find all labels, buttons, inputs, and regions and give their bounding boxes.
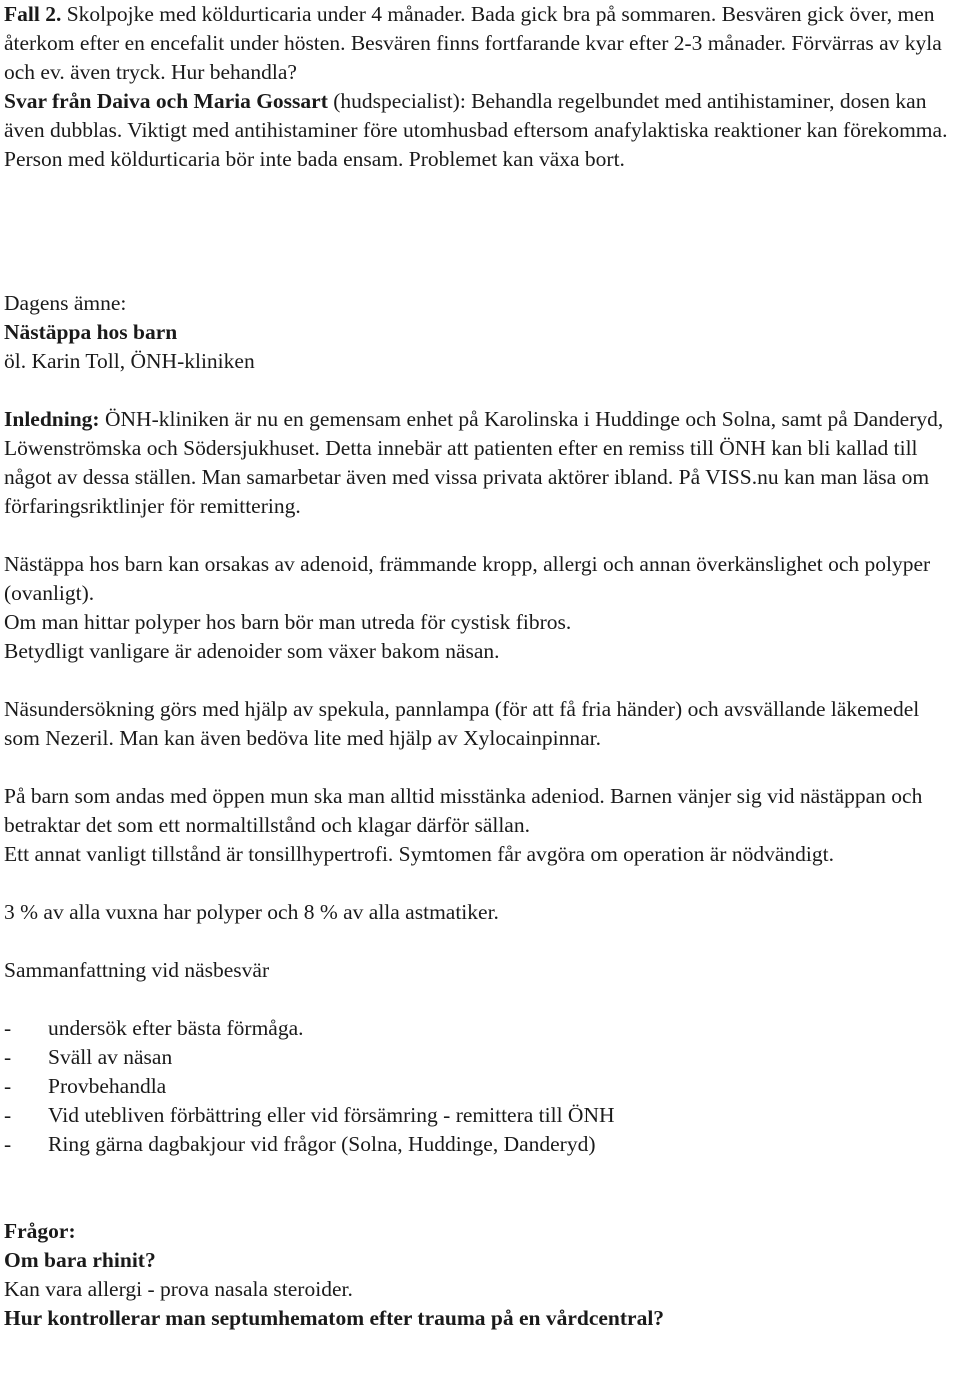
- case2-answer: [4, 87, 958, 174]
- answer-label: Svar från Daiva och Maria Gossart: [4, 89, 328, 113]
- list-dash: -: [4, 1045, 12, 1069]
- list-dash: -: [4, 1016, 12, 1040]
- mouth-paragraph-1: På barn som andas med öppen mun ska man alltid misstänka adeniod. Barnen vänjer sig vid nästäppan och betraktar det som ett normaltillstånd och klagar därför sällan.: [4, 784, 923, 837]
- list-item: [4, 1101, 958, 1130]
- list-dash: -: [4, 1103, 12, 1127]
- answer-text: (hudspecialist): Behandla regelbundet med antihistaminer, dosen kan även dubblas. Viktigt med antihistaminer före utomhusbad eftersom anafylaktiska reaktioner kan förekomma. Person med köldurticaria bör inte bada ensam. Problemet kan växa bort.: [4, 89, 948, 171]
- causes-paragraph-3: Betydligt vanligare är adenoider som växer bakom näsan.: [4, 639, 500, 663]
- document-page: [4, 0, 958, 1333]
- list-item: [4, 1014, 958, 1043]
- list-item-text: Ring gärna dagbakjour vid frågor (Solna, Huddinge, Danderyd): [48, 1132, 596, 1156]
- list-item: [4, 1130, 958, 1159]
- topic-speaker: öl. Karin Toll, ÖNH-kliniken: [4, 349, 255, 373]
- list-item-text: Vid utebliven förbättring eller vid försämring - remittera till ÖNH: [48, 1103, 615, 1127]
- topic-label: Dagens ämne:: [4, 291, 127, 315]
- stats-paragraph: 3 % av alla vuxna har polyper och 8 % av alla astmatiker.: [4, 900, 499, 924]
- answer-1: Kan vara allergi - prova nasala steroider.: [4, 1277, 353, 1301]
- list-item: [4, 1072, 958, 1101]
- list-dash: -: [4, 1074, 12, 1098]
- list-item: [4, 1043, 958, 1072]
- causes-paragraph-2: Om man hittar polyper hos barn bör man utreda för cystisk fibros.: [4, 610, 572, 634]
- intro-text: ÖNH-kliniken är nu en gemensam enhet på Karolinska i Huddinge och Solna, samt på Danderyd, Löwenströmska och Södersjukhuset. Detta innebär att patienten efter en remiss till ÖNH kan bli kallad till något av dessa ställen. Man samarbetar även med vissa privata aktörer ibland. På VISS.nu kan man läsa om förfaringsriktlinjer för remittering.: [4, 407, 944, 518]
- mouth-paragraph-2: Ett annat vanligt tillstånd är tonsillhypertrofi. Symtomen får avgöra om operation är nödvändigt.: [4, 842, 834, 866]
- topic-title: Nästäppa hos barn: [4, 320, 178, 344]
- intro-paragraph: [4, 405, 958, 521]
- exam-paragraph: Näsundersökning görs med hjälp av spekula, pannlampa (för att få fria händer) och avsvällande läkemedel som Nezeril. Man kan även bedöva lite med hjälp av Xylocainpinnar.: [4, 697, 920, 750]
- case2-paragraph: [4, 0, 958, 87]
- questions-label: Frågor:: [4, 1219, 76, 1243]
- case2-intro: Skolpojke med köldurticaria under 4 månader. Bada gick bra på sommaren. Besvären gick över, men återkom efter en encefalit under hösten. Besvären finns fortfarande kvar efter 2-3 månader. Förvärras av kyla och ev. även tryck. Hur behandla?: [4, 2, 942, 84]
- summary-list: [4, 1014, 958, 1159]
- case2-title: Fall 2.: [4, 2, 62, 26]
- list-item-text: Provbehandla: [48, 1074, 167, 1098]
- question-1: Om bara rhinit?: [4, 1248, 156, 1272]
- list-dash: -: [4, 1132, 12, 1156]
- summary-title: Sammanfattning vid näsbesvär: [4, 958, 270, 982]
- causes-paragraph-1: Nästäppa hos barn kan orsakas av adenoid, främmande kropp, allergi och annan överkänslighet och polyper (ovanligt).: [4, 552, 931, 605]
- intro-label: Inledning:: [4, 407, 100, 431]
- list-item-text: Sväll av näsan: [48, 1045, 173, 1069]
- list-item-text: undersök efter bästa förmåga.: [48, 1016, 304, 1040]
- question-2: Hur kontrollerar man septumhematom efter trauma på en vårdcentral?: [4, 1306, 665, 1330]
